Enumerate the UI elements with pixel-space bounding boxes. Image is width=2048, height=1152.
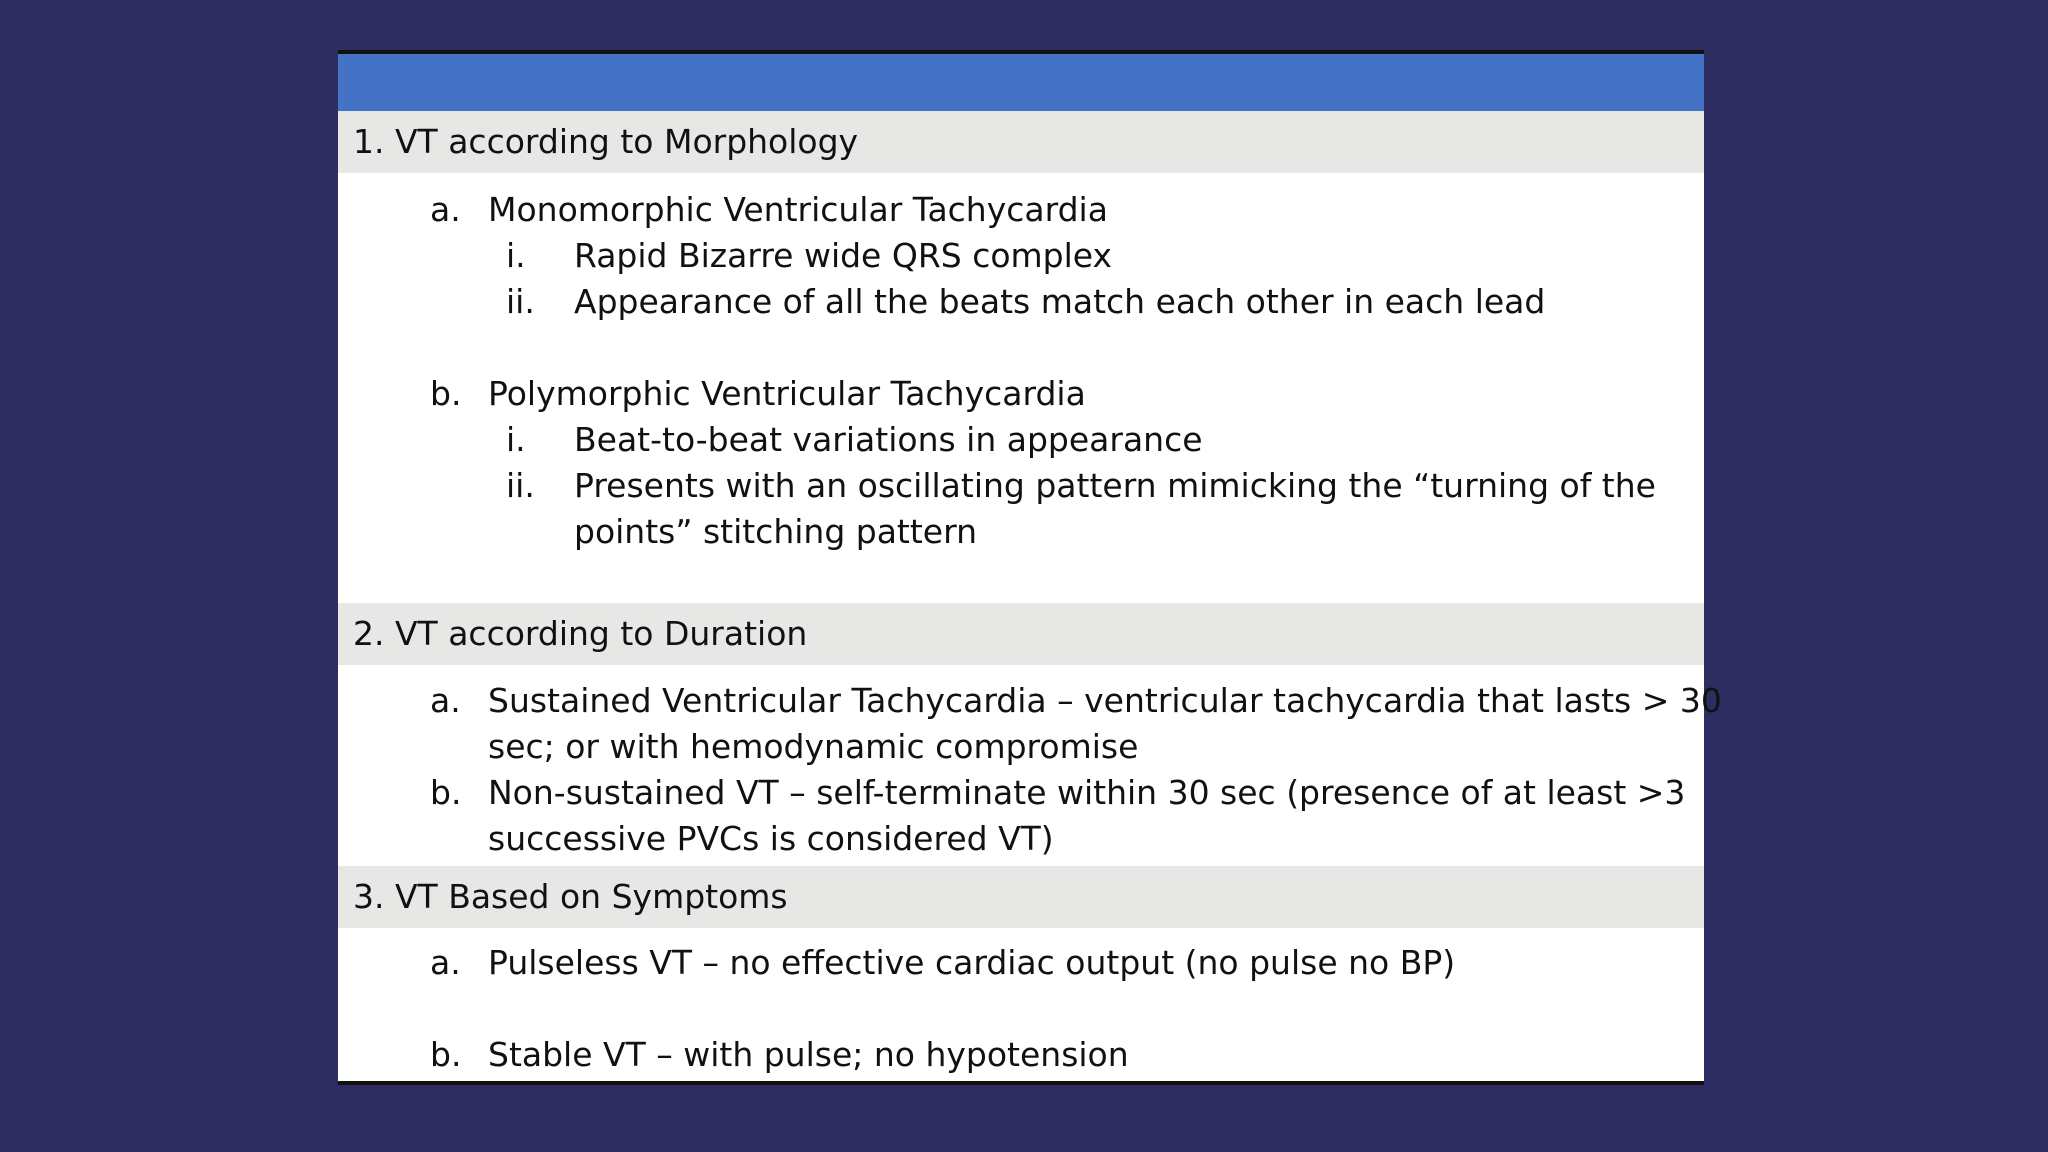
- list-marker: a.: [430, 681, 461, 720]
- list-item-text-line-1: Non-sustained VT – self-terminate within 30 sec (presence of at least >3: [488, 773, 1686, 812]
- section-heading-duration: 2. VT according to Duration: [338, 603, 1704, 665]
- list-item-text: Polymorphic Ventricular Tachycardia: [488, 374, 1086, 413]
- list-item-text-line-2: points” stitching pattern: [574, 512, 978, 551]
- list-item-text: Monomorphic Ventricular Tachycardia: [488, 190, 1108, 229]
- section-heading-morphology: 1. VT according to Morphology: [338, 111, 1704, 173]
- list-marker: i.: [506, 420, 526, 459]
- list-item-text-line-2: successive PVCs is considered VT): [488, 819, 1054, 858]
- list-marker: b.: [430, 374, 462, 413]
- list-marker: ii.: [506, 282, 535, 321]
- table-header-band: [338, 54, 1704, 114]
- list-item-text: Beat-to-beat variations in appearance: [574, 420, 1203, 459]
- list-marker: b.: [430, 773, 462, 812]
- list-item-text: Appearance of all the beats match each other in each lead: [574, 282, 1546, 321]
- vt-classification-table: [338, 50, 1722, 1085]
- list-item-text: Stable VT – with pulse; no hypotension: [488, 1035, 1129, 1074]
- list-item-text-line-2: sec; or with hemodynamic compromise: [488, 727, 1139, 766]
- list-item-text: Rapid Bizarre wide QRS complex: [574, 236, 1113, 275]
- list-marker: b.: [430, 1035, 462, 1074]
- list-marker: ii.: [506, 466, 535, 505]
- list-item-text-line-1: Sustained Ventricular Tachycardia – ventricular tachycardia that lasts > 30: [488, 681, 1722, 720]
- list-item-text-line-1: Presents with an oscillating pattern mimicking the “turning of the: [574, 466, 1656, 505]
- section-heading-symptoms: 3. VT Based on Symptoms: [338, 866, 1704, 928]
- list-marker: a.: [430, 943, 461, 982]
- list-marker: a.: [430, 190, 461, 229]
- list-marker: i.: [506, 236, 526, 275]
- list-item-text: Pulseless VT – no effective cardiac output (no pulse no BP): [488, 943, 1456, 982]
